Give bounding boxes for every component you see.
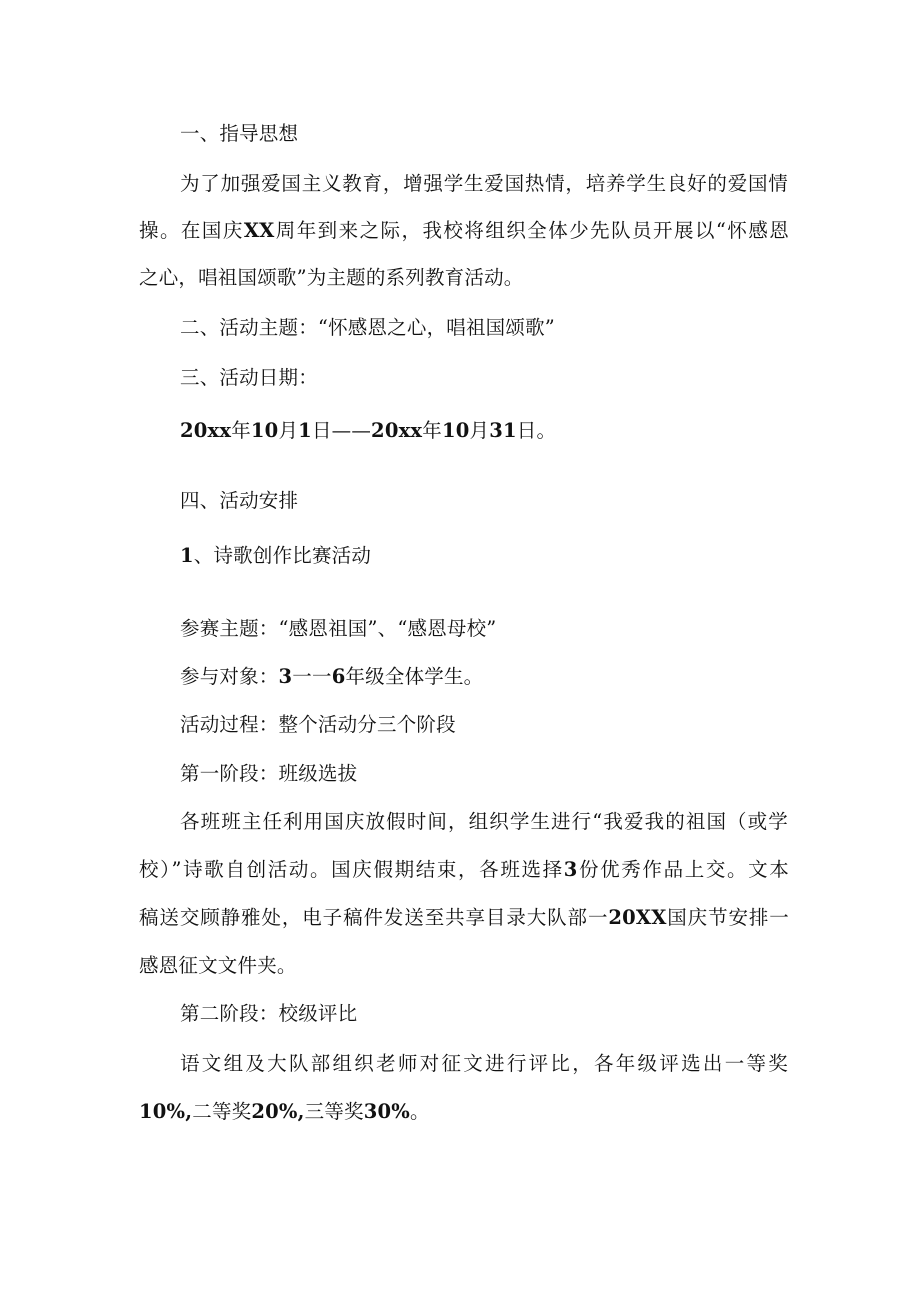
text-run-bold: XX: [243, 219, 275, 242]
text-run: 三等奖: [304, 1100, 364, 1123]
text-run-bold: 3: [278, 665, 293, 688]
text-run: 校）”诗歌自创活动。国庆假期结束，各班选择: [139, 858, 564, 881]
text-run-bold: 10%,: [139, 1100, 193, 1123]
text-run: 日——: [311, 419, 372, 442]
text-run: 年级全体学生。: [345, 665, 484, 688]
text-run: 国庆节安排一: [666, 906, 790, 929]
stage-2-heading: 第二阶段：校级评比: [180, 1002, 358, 1025]
heading-activity-theme: 二、活动主题：“怀感恩之心，唱祖国颂歌”: [180, 316, 555, 339]
text-run-bold: 1: [180, 544, 194, 567]
text-run: 二等奖: [192, 1100, 252, 1123]
text-run: 操。在国庆: [139, 219, 244, 242]
paragraph-2-line-1: 各班班主任利用国庆放假时间，组织学生进行“我爱我的祖国（或学: [180, 810, 788, 833]
text-run: 年: [422, 419, 442, 442]
text-run: 年: [231, 419, 251, 442]
activity-date-range: [180, 419, 830, 443]
text-run: 周年到来之际，我校将组织全体少先队员开展以“怀感恩: [274, 219, 789, 242]
text-run: 月: [469, 419, 490, 442]
text-run-bold: 10: [441, 419, 470, 442]
paragraph-1-line-1: 为了加强爱国主义教育，增强学生爱国热情，培养学生良好的爱国情: [180, 172, 788, 195]
text-run: 月: [278, 419, 299, 442]
text-run-bold: 20%,: [251, 1100, 305, 1123]
heading-activity-date: 三、活动日期：: [180, 366, 318, 389]
text-run-bold: 20xx: [180, 419, 232, 442]
text-run: 。: [410, 1100, 430, 1123]
paragraph-2-line-3: [139, 906, 789, 930]
text-run-bold: 30%: [363, 1100, 411, 1123]
text-run-bold: 20xx: [371, 419, 423, 442]
text-run-bold: 31: [489, 419, 517, 442]
paragraph-3-line-1: 语文组及大队部组织老师对征文进行评比，各年级评选出一等奖: [180, 1052, 788, 1075]
text-run: 、诗歌创作比赛活动: [193, 544, 372, 567]
contest-theme: 参赛主题：“感恩祖国”、“感恩母校”: [180, 617, 497, 640]
paragraph-2-line-4: 感恩征文文件夹。: [139, 954, 297, 977]
paragraph-1-line-3: 之心，唱祖国颂歌”为主题的系列教育活动。: [139, 266, 524, 289]
paragraph-3-line-2: [139, 1100, 789, 1124]
heading-guiding-thought: 一、指导思想: [180, 122, 299, 145]
text-run-bold: 10: [250, 419, 279, 442]
text-run-bold: 20XX: [608, 906, 667, 929]
text-run-bold: 6: [331, 665, 346, 688]
text-run-bold: 3: [563, 858, 578, 881]
text-run-bold: 1: [298, 419, 312, 442]
stage-1-heading: 第一阶段：班级选拔: [180, 762, 358, 785]
text-run: 日。: [516, 419, 557, 442]
text-run: 一一: [292, 665, 332, 688]
heading-activity-arrangement: 四、活动安排: [180, 489, 299, 512]
text-run: 参与对象：: [180, 665, 279, 688]
paragraph-1-line-2: [139, 219, 789, 243]
paragraph-2-line-2: [139, 858, 789, 882]
activity-process: 活动过程：整个活动分三个阶段: [180, 713, 456, 736]
text-run: 稿送交顾静雅处，电子稿件发送至共享目录大队部一: [139, 906, 609, 929]
subheading-poetry-contest: [180, 544, 830, 568]
participants: [180, 665, 830, 689]
text-run: 份优秀作品上交。文本: [577, 858, 789, 881]
